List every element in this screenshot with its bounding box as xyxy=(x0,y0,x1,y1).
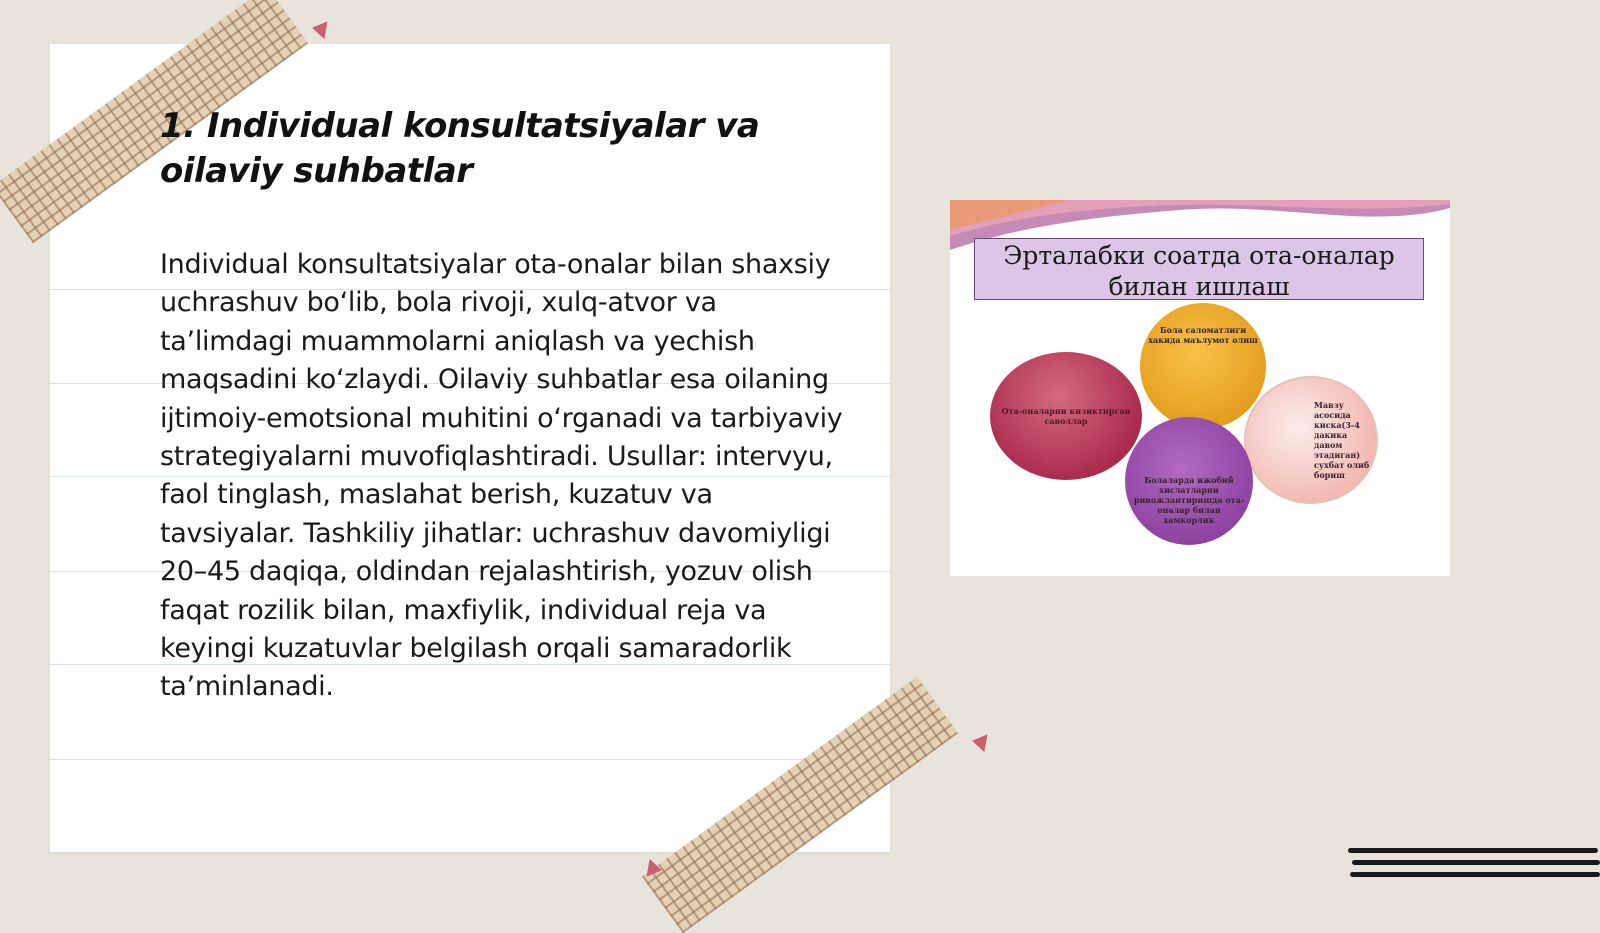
circle-cooperation: Болаларда ижобий хислатларни ривожлантиришда ота-оналар билан хамкорлик xyxy=(1125,417,1253,545)
embedded-slide-image xyxy=(950,200,1450,576)
circle-health-info: Бола саломатлиги хакида маълумот олиш xyxy=(1140,303,1266,429)
pin-icon xyxy=(971,732,988,752)
slide-heading-box: Эрталабки соатда ота-оналар билан ишлаш xyxy=(974,238,1424,300)
circle-questions: Ота-оналарни кизиктирган саволлар xyxy=(990,352,1142,480)
slide-title: 1. Individual konsultatsiyalar va oilaviy suhbatlar xyxy=(160,106,760,191)
paper-rule-line xyxy=(50,759,890,760)
slide-body-text: Individual konsultatsiyalar ota-onalar bilan shaxsiy uchrashuv bo‘lib, bola rivoji, xulq-atvor va ta’limdagi muammolarni aniqlash va yechish maqsadini ko‘zlaydi. Oilaviy suhbatlar esa oilaning ijtimoiy-emotsional muhitini o‘rganadi va tarbiyaviy strategiyalarni muvofiqlashtiradi. Usullar: intervyu, faol tinglash, maslahat berish, kuzatuv va tavsiyalar. Tashkiliy jihatlar: uchrashuv davomiyligi 20–45 daqiqa, oldindan rejalashtirish, yozuv olish faqat rozilik bilan, maxfiylik, individual reja va keyingi kuzatuvlar belgilash orqali samaradorlik ta’minlanadi. xyxy=(160,249,843,703)
pin-icon xyxy=(311,19,328,39)
circle-short-talk: Мавзу асосида киска(3-4 дакика давом этадиган) сухбат олиб бориш xyxy=(1244,376,1378,504)
